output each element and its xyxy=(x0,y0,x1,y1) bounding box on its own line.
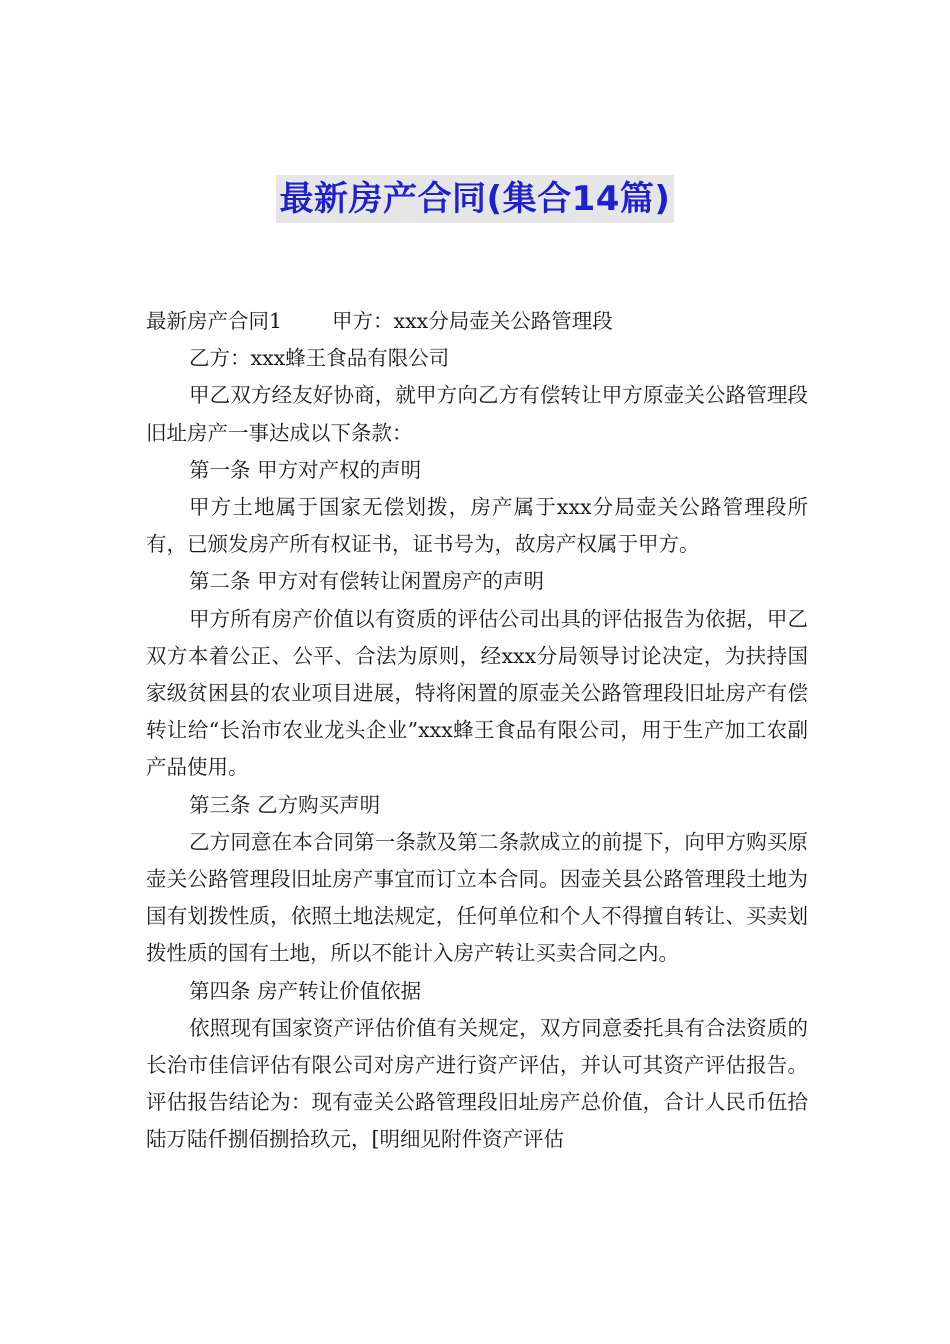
party-a-line: 甲方：xxx分局壶关公路管理段 xyxy=(332,309,613,333)
article-1-text: 甲方土地属于国家无偿划拨，房产属于xxx分局壶关公路管理段所有，已颁发房产所有权证书，证书号为，故房产权属于甲方。 xyxy=(146,495,808,557)
article-4-text: 依照现有国家资产评估价值有关规定，双方同意委托具有合法资质的长治市佳信评估有限公司对房产进行资产评估，并认可其资产评估报告。评估报告结论为：现有壶关公路管理段旧址房产总价值，合计人民币伍拾陆万陆仟捌佰捌拾玖元，[明细见附件资产评估 xyxy=(146,1015,808,1152)
title-area xyxy=(0,175,950,223)
article-4-heading: 第四条 房产转让价值依据 xyxy=(189,978,422,1003)
intro-paragraph: 甲乙双方经友好协商，就甲方向乙方有偿转让甲方原壶关公路管理段旧址房产一事达成以下条款： xyxy=(146,383,808,445)
document-body xyxy=(146,303,808,1159)
article-2-heading: 第二条 甲方对有偿转让闲置房产的声明 xyxy=(189,569,545,594)
article-3-heading: 第三条 乙方购买声明 xyxy=(189,792,381,817)
contract-heading: 最新房产合同1 xyxy=(146,309,283,333)
article-1-heading: 第一条 甲方对产权的声明 xyxy=(189,457,422,482)
article-2-text: 甲方所有房产价值以有资质的评估公司出具的评估报告为依据，甲乙双方本着公正、公平、合法为原则，经xxx分局领导讨论决定，为扶持国家级贫困县的农业项目进展，特将闲置的原壶关公路管理段旧址房产有偿转让给“长治市农业龙头企业”xxx蜂王食品有限公司，用于生产加工农副产品使用。 xyxy=(146,606,808,780)
first-line xyxy=(146,303,808,340)
document-title: 最新房产合同(集合14篇) xyxy=(276,175,675,223)
party-b-line: 乙方：xxx蜂王食品有限公司 xyxy=(189,346,450,371)
article-3-text: 乙方同意在本合同第一条款及第二条款成立的前提下，向甲方购买原壶关公路管理段旧址房产事宜而订立本合同。因壶关县公路管理段土地为国有划拨性质，依照土地法规定，任何单位和个人不得擅自转让、买卖划拨性质的国有土地，所以不能计入房产转让买卖合同之内。 xyxy=(146,829,808,966)
